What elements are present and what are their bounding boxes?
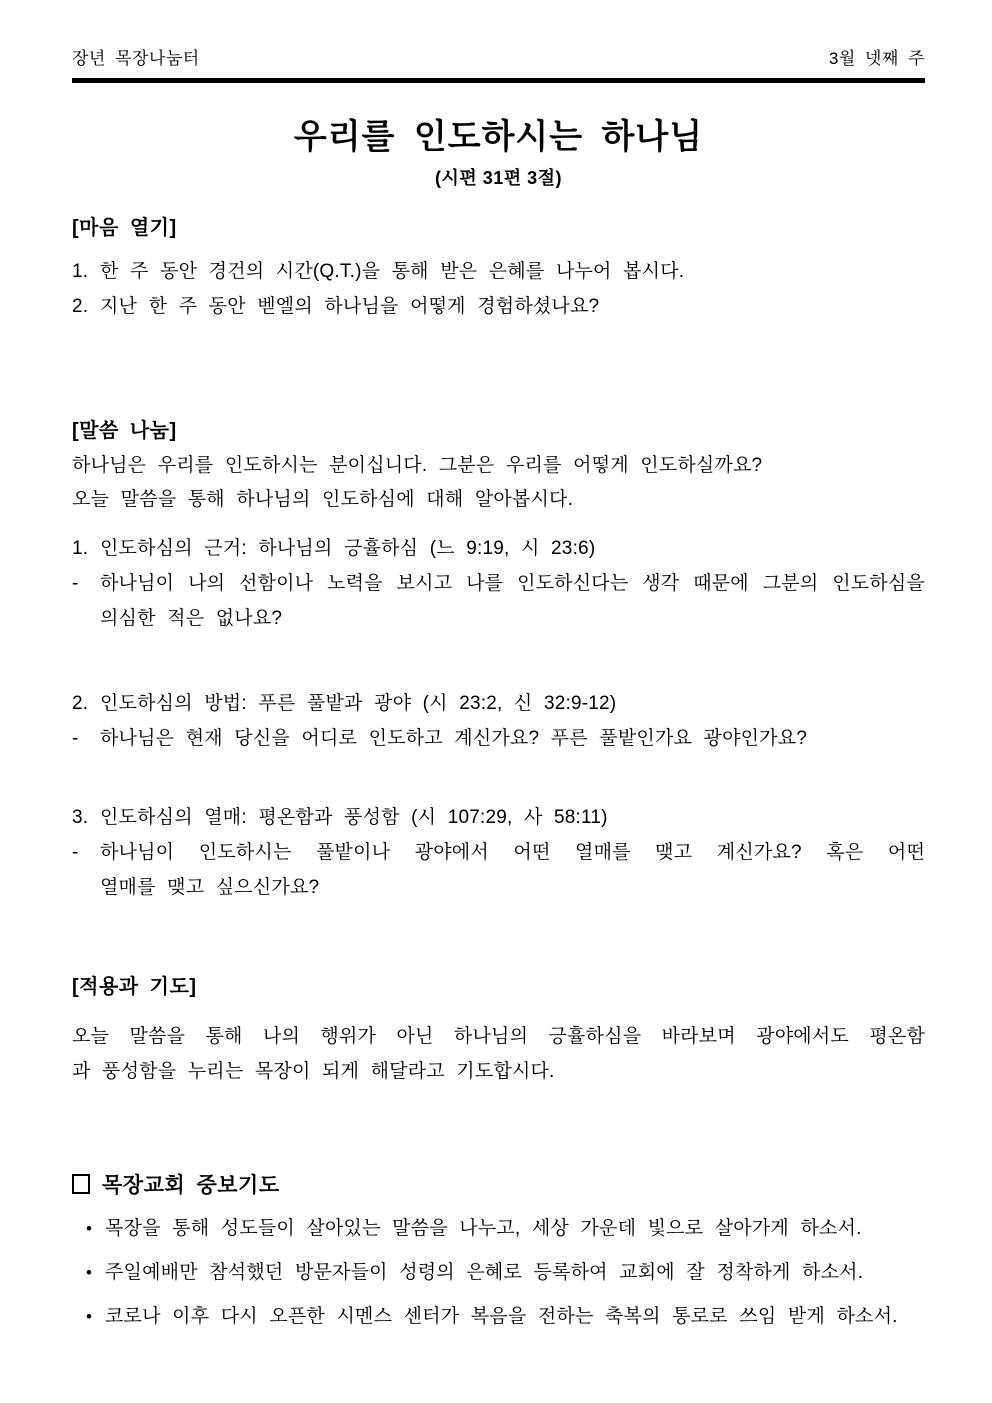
section-heart-opening: [72, 216, 925, 324]
dash-marker-spacer: [72, 870, 100, 905]
intercession-item: [86, 1305, 925, 1329]
checkbox-icon: [72, 1174, 90, 1194]
point-title: 인도하심의 근거: 하나님의 긍휼하심 (느 9:19, 시 23:6): [100, 538, 596, 559]
section-word-sharing: [72, 419, 925, 905]
item-text: 지난 한 주 동안 벧엘의 하나님을 어떻게 경험하셨나요?: [100, 296, 600, 317]
point-question-row: [72, 566, 925, 601]
item-number: 2.: [72, 296, 89, 317]
application-heading: [적용과 기도]: [72, 976, 197, 998]
point-number: 1.: [72, 538, 89, 559]
intercession-heading-row: [72, 1169, 925, 1199]
point-title-row: [72, 686, 925, 721]
bullet-icon: •: [86, 1219, 93, 1238]
section-intercession: [72, 1169, 925, 1329]
item-text: 한 주 동안 경건의 시간(Q.T.)을 통해 받은 은혜를 나누어 봅시다.: [100, 261, 685, 282]
bullet-icon: •: [86, 1263, 93, 1282]
point-question-row: [72, 601, 925, 636]
intercession-text: 목장을 통해 성도들이 살아있는 말씀을 나누고, 세상 가운데 빛으로 살아가게 하소서.: [105, 1218, 862, 1239]
word-sharing-intro-line: 오늘 말씀을 통해 하나님의 인도하심에 대해 알아봅시다.: [72, 489, 574, 510]
document-header: [72, 44, 925, 69]
point-number: 2.: [72, 693, 89, 714]
point-title: 인도하심의 열매: 평온함과 풍성함 (시 107:29, 사 58:11): [100, 807, 608, 828]
point-question-line: 의심한 적은 없나요?: [100, 608, 283, 629]
dash-marker: -: [72, 573, 79, 594]
intercession-heading: 목장교회 중보기도: [102, 1174, 280, 1197]
header-left-label: 장년 목장나눔터: [72, 49, 200, 68]
point-question-row: [72, 721, 925, 756]
point-title: 인도하심의 방법: 푸른 풀밭과 광야 (시 23:2, 신 32:9-12): [100, 693, 617, 714]
word-sharing-point-3: [72, 800, 925, 905]
bullet-icon: •: [86, 1307, 93, 1326]
heart-opening-heading: [마음 열기]: [72, 217, 177, 239]
intercession-item: [86, 1261, 925, 1285]
dash-marker-spacer: [72, 601, 100, 636]
point-question-line: 하나님은 현재 당신을 어디로 인도하고 계신가요? 푸른 풀밭인가요 광야인가요?: [100, 728, 808, 749]
item-number: 1.: [72, 261, 89, 282]
intercession-item: [86, 1217, 925, 1241]
header-right-label: 3월 넷째 주: [828, 49, 925, 68]
heart-opening-item: [72, 254, 925, 289]
point-title-row: [72, 531, 925, 566]
dash-marker: -: [72, 842, 79, 863]
page-title: 우리를 인도하시는 하나님: [293, 118, 704, 156]
word-sharing-point-1: [72, 531, 925, 636]
point-question-line: 하나님이 나의 선함이나 노력을 보시고 나를 인도하신다는 생각 때문에 그분의 인도하심을: [100, 573, 925, 594]
scripture-reference: (시편 31편 3절): [434, 168, 563, 188]
point-question-line: 하나님이 인도하시는 풀밭이나 광야에서 어떤 열매를 맺고 계신가요? 혹은 어떤: [100, 842, 925, 863]
point-question-line: 열매를 맺고 싶으신가요?: [100, 877, 320, 898]
intercession-text: 주일예배만 참석했던 방문자들이 성령의 은혜로 등록하여 교회에 잘 정착하게 하소서.: [105, 1262, 864, 1283]
word-sharing-heading: [말씀 나눔]: [72, 420, 177, 442]
word-sharing-intro-line: 하나님은 우리를 인도하시는 분이십니다. 그분은 우리를 어떻게 인도하실까요?: [72, 455, 763, 476]
point-title-row: [72, 800, 925, 835]
point-question-row: [72, 835, 925, 870]
application-text-line: 과 풍성함을 누리는 목장이 되게 해달라고 기도합시다.: [72, 1061, 555, 1082]
header-divider-rule: [72, 78, 925, 83]
heart-opening-item: [72, 289, 925, 324]
intercession-text: 코로나 이후 다시 오픈한 시멘스 센터가 복음을 전하는 축복의 통로로 쓰임 받게 하소서.: [105, 1306, 898, 1327]
dash-marker: -: [72, 728, 79, 749]
point-number: 3.: [72, 807, 89, 828]
point-question-row: [72, 870, 925, 905]
section-application-prayer: [72, 975, 925, 1089]
word-sharing-point-2: [72, 686, 925, 756]
application-text-line: 오늘 말씀을 통해 나의 행위가 아닌 하나님의 긍휼하심을 바라보며 광야에서도 평온함: [72, 1026, 925, 1047]
